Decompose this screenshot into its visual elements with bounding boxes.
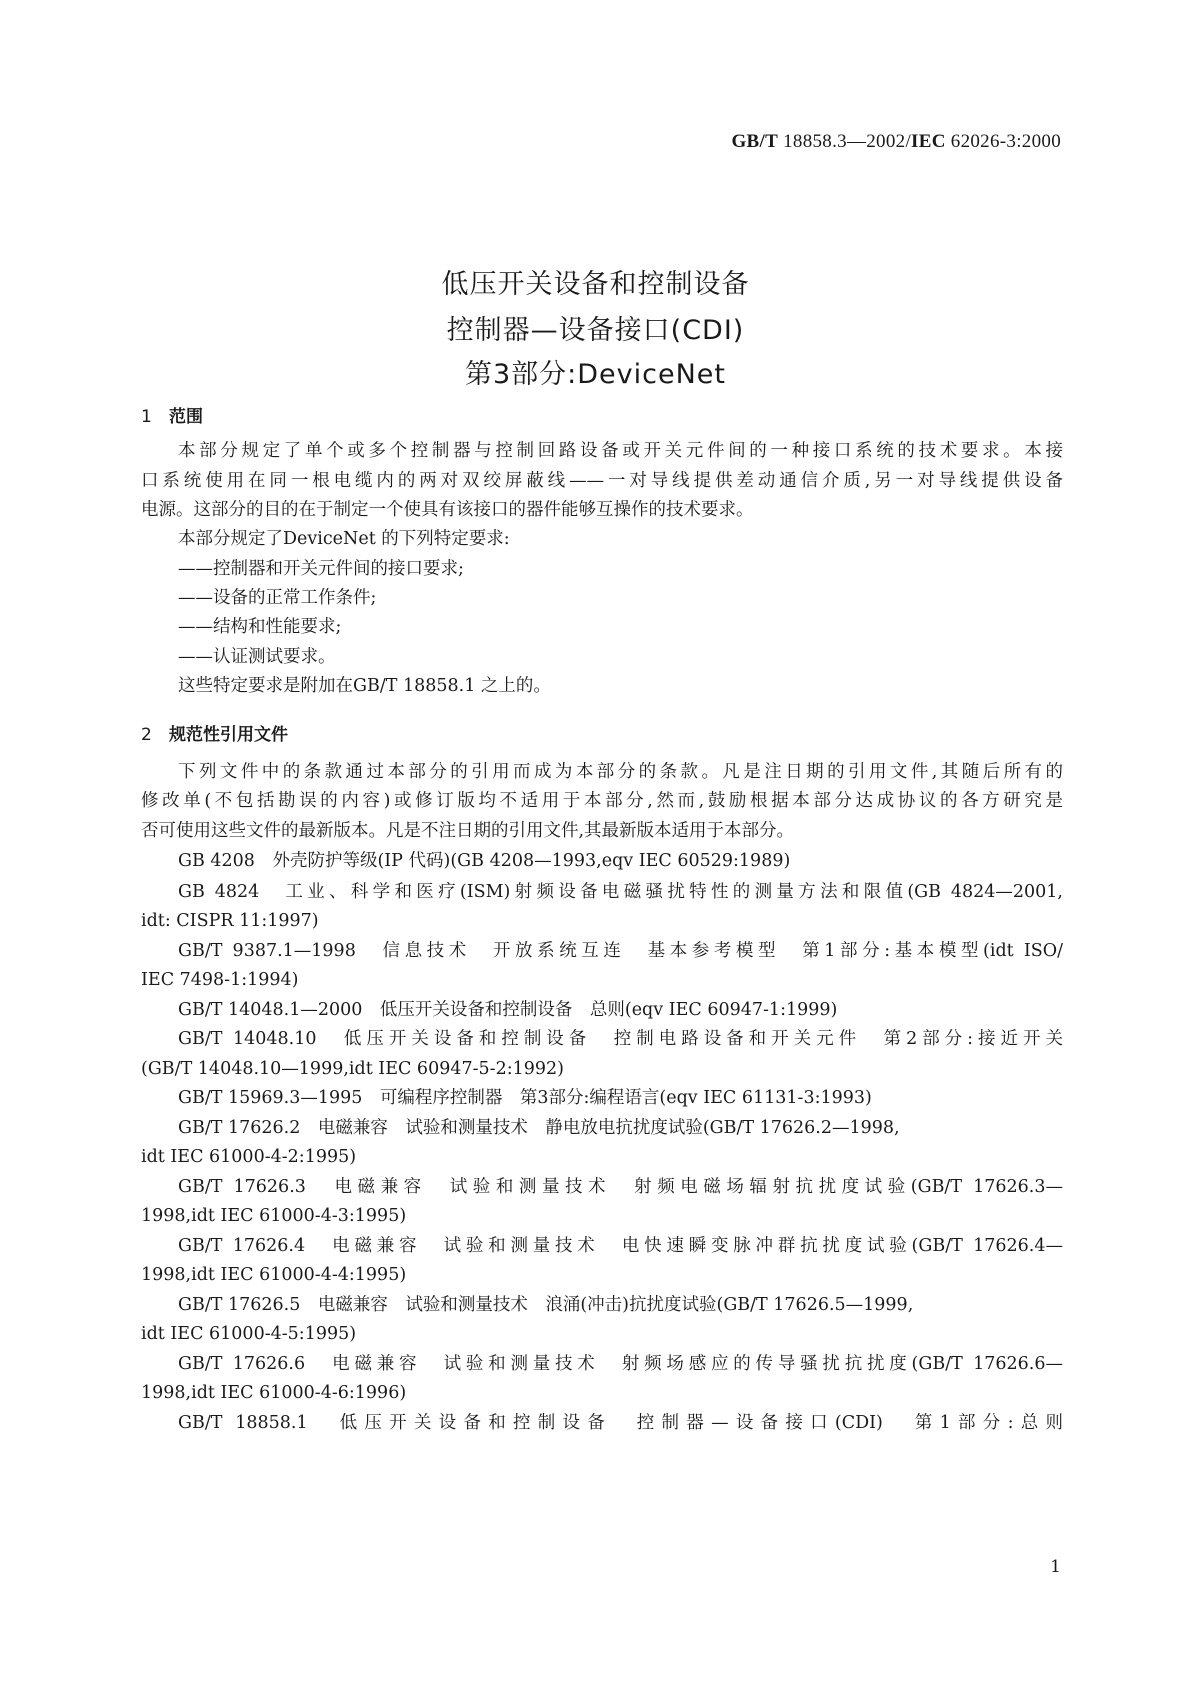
section-1-heading: 1 范围: [141, 407, 203, 427]
section-1-para-1-line-1: 本部分规定了单个或多个控制器与控制回路设备或开关元件间的一种接口系统的技术要求。本接: [178, 441, 1063, 461]
section-2-intro-line-3: 否可使用这些文件的最新版本。凡是不注日期的引用文件,其最新版本适用于本部分。: [141, 821, 795, 841]
reference-entry: GB 4208 外壳防护等级(IP 代码)(GB 4208—1993,eqv IEC 60529:1989): [178, 851, 791, 871]
list-item: ——结构和性能要求;: [178, 617, 342, 637]
title-line-2: 控制器—设备接口(CDI): [446, 315, 745, 346]
section-2-intro-line-1: 下列文件中的条款通过本部分的引用而成为本部分的条款。凡是注日期的引用文件,其随后所有的: [178, 762, 1063, 782]
reference-entry: GB/T 15969.3—1995 可编程序控制器 第3部分:编程语言(eqv IEC 61131-3:1993): [178, 1088, 872, 1108]
reference-entry-cont: 1998,idt IEC 61000-4-4:1995): [141, 1265, 407, 1285]
reference-entry: GB/T 17626.6 电磁兼容 试验和测量技术 射频场感应的传导骚扰抗扰度(GB/T 17626.6—: [178, 1354, 1063, 1374]
section-1-para-3: 这些特定要求是附加在GB/T 18858.1 之上的。: [178, 676, 551, 696]
reference-entry: GB/T 17626.5 电磁兼容 试验和测量技术 浪涌(冲击)抗扰度试验(GB/T 17626.5—1999,: [178, 1295, 914, 1315]
list-item: ——设备的正常工作条件;: [178, 588, 377, 608]
reference-entry-cont: (GB/T 14048.10—1999,idt IEC 60947-5-2:1992): [141, 1059, 564, 1079]
reference-entry: GB/T 9387.1—1998 信息技术 开放系统互连 基本参考模型 第1部分:基本模型(idt ISO/: [178, 941, 1063, 961]
reference-entry-cont: IEC 7498-1:1994): [141, 970, 299, 990]
section-2-heading: 2 规范性引用文件: [141, 725, 288, 745]
reference-entry: GB/T 14048.10 低压开关设备和控制设备 控制电路设备和开关元件 第2部分:接近开关: [178, 1029, 1063, 1049]
title-line-1: 低压开关设备和控制设备: [441, 269, 750, 300]
section-1-para-2: 本部分规定了DeviceNet 的下列特定要求:: [178, 529, 510, 549]
section-1-para-1-line-3: 电源。这部分的目的在于制定一个使具有该接口的器件能够互操作的技术要求。: [141, 500, 754, 520]
reference-entry: GB/T 17626.3 电磁兼容 试验和测量技术 射频电磁场辐射抗扰度试验(GB/T 17626.3—: [178, 1177, 1063, 1197]
reference-entry-cont: idt: CISPR 11:1997): [141, 911, 319, 931]
reference-entry: GB 4824 工业、科学和医疗(ISM)射频设备电磁骚扰特性的测量方法和限值(GB 4824—2001,: [178, 882, 1063, 902]
reference-entry-cont: idt IEC 61000-4-2:1995): [141, 1147, 357, 1167]
reference-entry: GB/T 17626.2 电磁兼容 试验和测量技术 静电放电抗扰度试验(GB/T 17626.2—1998,: [178, 1118, 900, 1138]
section-2-intro-line-2: 修改单(不包括勘误的内容)或修订版均不适用于本部分,然而,鼓励根据本部分达成协议的各方研究是: [141, 791, 1063, 811]
title-line-3: 第3部分:DeviceNet: [464, 359, 726, 390]
list-item: ——控制器和开关元件间的接口要求;: [178, 559, 464, 579]
standard-code: GB/T 18858.3—2002/IEC 62026-3:2000: [731, 131, 1061, 152]
reference-entry: GB/T 14048.1—2000 低压开关设备和控制设备 总则(eqv IEC 60947-1:1999): [178, 1000, 838, 1020]
list-item: ——认证测试要求。: [178, 647, 336, 667]
reference-entry-cont: 1998,idt IEC 61000-4-3:1995): [141, 1206, 407, 1226]
reference-entry-cont: idt IEC 61000-4-5:1995): [141, 1324, 357, 1344]
page-number: 1: [1050, 1557, 1061, 1577]
reference-entry-cont: 1998,idt IEC 61000-4-6:1996): [141, 1383, 407, 1403]
section-1-para-1-line-2: 口系统使用在同一根电缆内的两对双绞屏蔽线——一对导线提供差动通信介质,另一对导线提供设备: [141, 471, 1063, 491]
reference-entry: GB/T 18858.1 低压开关设备和控制设备 控制器—设备接口(CDI) 第1部分:总则: [178, 1413, 1063, 1433]
reference-entry: GB/T 17626.4 电磁兼容 试验和测量技术 电快速瞬变脉冲群抗扰度试验(GB/T 17626.4—: [178, 1236, 1063, 1256]
